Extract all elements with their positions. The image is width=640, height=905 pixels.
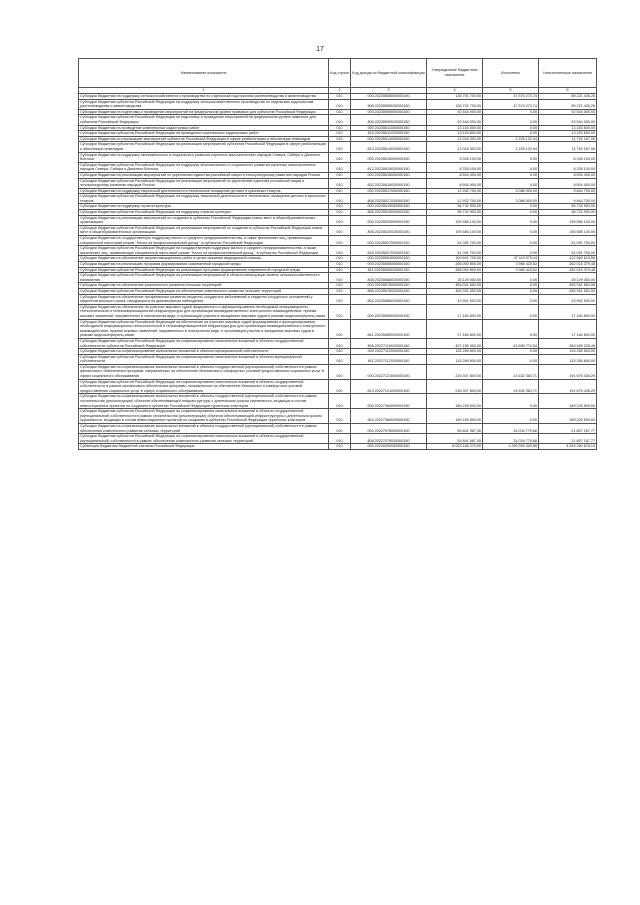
row-done: 0,00 (483, 115, 539, 125)
table-row (79, 162, 597, 172)
row-done: 0,00 (483, 215, 539, 225)
row-line-code: 010 (329, 188, 351, 194)
row-line-code: 010 (329, 94, 351, 100)
row-done: 47 119 075,44 (483, 256, 539, 262)
header-approved: Утвержденные бюджетные назначения (427, 59, 483, 88)
row-kbk: 813 20235514020000150 (351, 142, 427, 152)
row-approved: 13 018 300,00 (427, 142, 483, 152)
row-left: 51 091 700,00 (539, 246, 597, 256)
row-line-code: 010 (329, 204, 351, 210)
row-kbk: 000 20235527000000150 (351, 236, 427, 246)
row-left: 8 335 100,00 (539, 152, 597, 162)
row-approved: 266 000 800,00 (427, 267, 483, 273)
row-done: 43 690 774,54 (483, 338, 539, 348)
row-left: 363 499 225,46 (539, 338, 597, 348)
row-name: Субсидии бюджетам на реализацию программ формирования современной городской среды (79, 262, 329, 268)
row-left: 262 015 379,48 (539, 262, 597, 268)
row-done: 0,00 (483, 172, 539, 178)
row-kbk: 843 20227384020000150 (351, 409, 427, 424)
row-left: 51 091 700,00 (539, 236, 597, 246)
header-row (79, 59, 597, 88)
row-kbk: 000 20227384000000150 (351, 394, 427, 409)
row-name: Субсидии бюджетам субъектов Российской Федерации на поддержку отрасли культуры (79, 210, 329, 216)
row-name: Субсидии бюджетам на реализацию мероприятий субъектов Российской Федерации в сфере реабилитации и абилитации инвалидов (79, 136, 329, 142)
row-approved: 13 153 600,00 (427, 131, 483, 137)
row-kbk: 000 20227121000000150 (351, 364, 427, 379)
row-approved: 216 307 800,00 (427, 364, 483, 379)
row-name: Субвенции бюджетам бюджетной системы Российской Федерации (79, 444, 329, 450)
row-kbk: 000 20235520000000150 (351, 215, 427, 225)
row-approved: 115 289 600,00 (427, 349, 483, 355)
row-left: 115 289 600,00 (539, 349, 597, 355)
row-approved: 8 504 400,00 (427, 172, 483, 178)
row-line-code: 010 (329, 288, 351, 294)
row-approved: 195 585 100,00 (427, 215, 483, 225)
row-kbk: 000 20235554000000150 (351, 256, 427, 262)
row-approved: 51 091 700,00 (427, 236, 483, 246)
row-name: Субсидии бюджетам на софинансирование капитальных вложений в объекты муниципальной собственности (79, 349, 329, 355)
header-number: 5 (483, 88, 539, 94)
row-kbk: 000 20235511000000150 (351, 125, 427, 131)
row-kbk: 818 20235527020000150 (351, 246, 427, 256)
row-line-code: 010 (329, 215, 351, 225)
row-left: 455 931 652,55 (539, 283, 597, 289)
table-body (79, 94, 597, 450)
row-name: Субсидии бюджетам на софинансирование капитальных вложений в объекты государственной (муниципальной) собственности в рамках строительства (реконструкции) объектов обеспечивающей инфраструктуры с длительным сроком окупаемости, входящих в состав инвестиционных проектов по созданию в субъектах Российской Федерации туристских кластеров (79, 394, 329, 409)
row-approved: 115 289 600,00 (427, 354, 483, 364)
row-kbk: 000 20235509000000150 (351, 109, 427, 115)
header-name: Наименование показателя (79, 59, 329, 88)
header-kbk: Код дохода по бюджетной классификации (351, 59, 427, 88)
row-done: 34 034 779,68 (483, 424, 539, 434)
row-name: Субсидии бюджетам на софинансирование капитальных вложений в объекты государственной (муниципальной) собственности в рамках финансового обеспечения программ, направленных на обеспечение безопасных и комфортных условий предоставления социальных услуг в сфере социального обслуживания (79, 364, 329, 379)
row-approved: 55 841 967,45 (427, 424, 483, 434)
row-approved: 189 225 500,00 (427, 394, 483, 409)
row-left: 115 289 600,00 (539, 354, 597, 364)
row-line-code: 010 (329, 256, 351, 262)
table-row (79, 215, 597, 225)
row-line-code: 010 (329, 444, 351, 450)
row-left: 8 504 400,00 (539, 172, 597, 178)
row-line-code: 010 (329, 210, 351, 216)
row-approved: 189 225 500,00 (427, 409, 483, 424)
row-left: 11 792 167,06 (539, 142, 597, 152)
row-approved: 92 544 000,00 (427, 115, 483, 125)
table-row (79, 262, 597, 268)
row-kbk: 000 20235515000000150 (351, 152, 427, 162)
row-done: 0,00 (483, 246, 539, 256)
row-name: Субсидии бюджетам субъектов Российской Федерации на обеспечение комплексного развития сельских территорий (79, 288, 329, 294)
row-line-code: 010 (329, 283, 351, 289)
header-done: Исполнено (483, 59, 539, 88)
table-row (79, 434, 597, 444)
row-left: 96 732 900,00 (539, 204, 597, 210)
row-done: 0,00 (483, 304, 539, 319)
row-left: 189 225 500,00 (539, 409, 597, 424)
row-line-code: 010 (329, 409, 351, 424)
row-line-code: 010 (329, 194, 351, 204)
row-name: Субсидии бюджетам субъектов Российской Федерации на софинансирование капитальных вложений в объекты муниципальной собственности (79, 354, 329, 364)
row-left: 96 732 900,00 (539, 210, 597, 216)
table-row (79, 246, 597, 256)
header-line-code: Код строки (329, 59, 351, 88)
row-kbk: 805 20227110020000150 (351, 338, 427, 348)
row-line-code: 010 (329, 273, 351, 283)
row-done: 3 985 420,52 (483, 267, 539, 273)
row-name: Субсидии бюджетам субъектов Российской Федерации на обеспечение на участках мировых судей формирования и функционирования необходимой информационно-технологической и телекоммуникационной инфраструктуры для организации межведомственного электронного взаимодействия, приема исковых заявлений, направленных в электронном виде, и организации участия в заседаниях мировых судов в режиме видеоконференц-связи (79, 319, 329, 338)
row-done: 0,00 (483, 162, 539, 172)
row-approved: 92 544 000,00 (427, 109, 483, 115)
row-name: Субсидии бюджетам на поддержку творческой деятельности и техническое оснащение детских и кукольных театров (79, 188, 329, 194)
row-left: 9 844 700,00 (539, 188, 597, 194)
row-done: 0,00 (483, 319, 539, 338)
row-left: 13 153 600,00 (539, 125, 597, 131)
row-done: 0,00 (483, 394, 539, 409)
row-kbk: 813 20227121020000150 (351, 379, 427, 394)
row-line-code: 010 (329, 142, 351, 152)
row-approved: 17 184 800,00 (427, 319, 483, 338)
row-done: 0,00 (483, 210, 539, 216)
row-done: 0,00 (483, 125, 539, 131)
row-kbk: 808 20235568020000150 (351, 273, 427, 283)
row-name: Субсидии бюджетам на обеспечение закупки авиационных работ в целях оказания медицинской помощи (79, 256, 329, 262)
header-number: 1 (79, 88, 329, 94)
row-name: Субсидии бюджетам на обеспечение на участках мировых судей федерального и функционирования необходимой информационно-технологической и телекоммуникационной инфраструктуры для организации межведомственного электронного взаимодействия, приема исковых заявлений, направленных в электронном виде, и организации участия в заседаниях мировых судов в режиме видеоконференц-связи (79, 304, 329, 319)
header-left: Неисполненные назначения (539, 59, 597, 88)
budget-table (78, 58, 597, 450)
row-name: Субсидии бюджетам субъектов Российской Федерации на подготовку и проведение мероприятий на федеральном уровне памятных для субъектов Российской Федерации (79, 115, 329, 125)
row-done: 0,00 (483, 131, 539, 137)
row-name: Субсидии бюджетам на поддержку сельскохозяйственного производства по отдельным подотраслям растениеводства и животноводства (79, 94, 329, 100)
table-row (79, 338, 597, 348)
table-row (79, 364, 597, 379)
row-name: Субсидии бюджетам на реализацию мероприятий по созданию в субъектах Российской Федерации новых мест в общеобразовательных организациях (79, 215, 329, 225)
row-line-code: 010 (329, 131, 351, 137)
row-left: 262 015 379,48 (539, 267, 597, 273)
row-line-code: 010 (329, 364, 351, 379)
row-left: 89 221 426,26 (539, 94, 597, 100)
table-row (79, 194, 597, 204)
row-line-code: 010 (329, 225, 351, 235)
row-kbk: 808 20235576020000150 (351, 288, 427, 294)
row-line-code: 010 (329, 354, 351, 364)
row-approved: 6 003 156 270,00 (427, 444, 483, 450)
row-left: 89 221 426,26 (539, 99, 597, 109)
row-approved: 43 901 500,00 (427, 294, 483, 304)
table-row (79, 256, 597, 262)
header-number: 6 (539, 88, 597, 94)
row-done: 1 299 355 320,86 (483, 444, 539, 450)
row-done: 24 632 363,71 (483, 379, 539, 394)
row-done: 0,00 (483, 354, 539, 364)
table-row (79, 444, 597, 450)
row-approved: 455 931 652,55 (427, 283, 483, 289)
row-approved: 195 585 100,00 (427, 225, 483, 235)
table-row (79, 236, 597, 246)
row-approved: 28 129 000,00 (427, 273, 483, 283)
row-kbk: 806 20235519020000150 (351, 210, 427, 216)
table-row (79, 142, 597, 152)
table-row (79, 115, 597, 125)
row-left: 43 901 500,00 (539, 294, 597, 304)
row-approved: 8 504 400,00 (427, 178, 483, 188)
table-row (79, 94, 597, 100)
row-kbk: 811 20235555020000150 (351, 267, 427, 273)
row-approved: 17 184 800,00 (427, 304, 483, 319)
row-line-code: 010 (329, 338, 351, 348)
row-done: 0,00 (483, 236, 539, 246)
row-line-code: 010 (329, 172, 351, 178)
row-done: 24 632 363,71 (483, 364, 539, 379)
row-line-code: 010 (329, 349, 351, 355)
row-done: 47 570 273,74 (483, 94, 539, 100)
row-approved: 51 091 700,00 (427, 246, 483, 256)
table-row (79, 304, 597, 319)
row-done: 3 088 000,00 (483, 194, 539, 204)
row-name: Субсидии бюджетам на подготовку и проведение мероприятий на федеральном уровне правовых для субъектов Российской Федерации (79, 109, 329, 115)
row-kbk: 804 20235586020000150 (351, 294, 427, 304)
row-done: 0,00 (483, 225, 539, 235)
row-line-code: 010 (329, 125, 351, 131)
row-left: 191 675 436,29 (539, 379, 597, 394)
row-kbk: 806 20235517020000150 (351, 194, 427, 204)
row-done: 0,00 (483, 349, 539, 355)
row-line-code: 010 (329, 109, 351, 115)
row-done: 47 570 273,74 (483, 99, 539, 109)
row-kbk: 000 20235514000000150 (351, 136, 427, 142)
row-left: 195 585 100,00 (539, 215, 597, 225)
row-left: 13 153 600,00 (539, 131, 597, 137)
row-approved: 13 153 600,00 (427, 125, 483, 131)
row-name: Субсидии бюджетам субъектов Российской Федерации на государственную поддержку малого и среднего предпринимательства, а также физических лиц, применяющих специальный налоговый режим "Налог на профессиональный доход", в субъектах Российской Федерации (79, 246, 329, 256)
row-name: Субсидии бюджетам на проведение комплексных кадастровых работ (79, 125, 329, 131)
row-done: 0,00 (483, 204, 539, 210)
row-left: 455 931 652,55 (539, 288, 597, 294)
row-name: Субсидии бюджетам субъектов Российской Федерации на реализацию мероприятий по укреплению единства российской нации и этнокультурному развитию народов России (79, 178, 329, 188)
row-approved: 96 732 900,00 (427, 210, 483, 216)
table-row (79, 409, 597, 424)
row-left: 189 225 500,00 (539, 394, 597, 409)
row-kbk: 812 20235515020000150 (351, 162, 427, 172)
row-approved: 96 732 900,00 (427, 204, 483, 210)
row-kbk: 000 20235519000000150 (351, 204, 427, 210)
row-line-code: 010 (329, 236, 351, 246)
row-kbk: 806 20235520020000150 (351, 225, 427, 235)
table-row (79, 225, 597, 235)
row-done: 0,00 (483, 109, 539, 115)
header-number: 2 (329, 88, 351, 94)
row-approved: 12 932 700,00 (427, 188, 483, 194)
row-kbk: 808 20227576020000150 (351, 434, 427, 444)
row-done: 34 034 779,68 (483, 434, 539, 444)
row-approved: 55 841 967,45 (427, 434, 483, 444)
row-done: 0,00 (483, 294, 539, 304)
row-left: 8 504 400,00 (539, 178, 597, 188)
row-left: 28 129 000,00 (539, 273, 597, 283)
table-row (79, 294, 597, 304)
row-left: 92 544 000,00 (539, 115, 597, 125)
row-approved: 407 190 000,00 (427, 338, 483, 348)
row-name: Субсидии бюджетам субъектов Российской Федерации на софинансирование капитальных вложений в объекты государственной собственности субъектов Российской Федерации (79, 338, 329, 348)
row-kbk: 000 20235555000000150 (351, 262, 427, 268)
row-approved: 136 791 700,00 (427, 99, 483, 109)
row-left: 8 335 100,00 (539, 162, 597, 172)
row-kbk: 000 20230000000000150 (351, 444, 427, 450)
row-left: 92 544 000,00 (539, 109, 597, 115)
table-row (79, 178, 597, 188)
row-line-code: 010 (329, 115, 351, 125)
row-done: 0,00 (483, 178, 539, 188)
row-name: Субсидии бюджетам на государственную поддержку малого и среднего предпринимательства, а также физических лиц, применяющих специальный налоговый режим "Налог на профессиональный доход", в субъектах Российской Федерации (79, 236, 329, 246)
row-line-code: 010 (329, 304, 351, 319)
row-done: 1 226 132,94 (483, 142, 539, 152)
row-done: 0,00 (483, 288, 539, 294)
table-row (79, 319, 597, 338)
row-line-code: 010 (329, 152, 351, 162)
row-line-code: 010 (329, 246, 351, 256)
row-name: Субсидии бюджетам на поддержку отрасли культуры (79, 204, 329, 210)
row-kbk: 820 20235516020000150 (351, 178, 427, 188)
table-row (79, 354, 597, 364)
row-kbk: 000 20235589000000150 (351, 304, 427, 319)
table-row (79, 152, 597, 162)
row-done: 0,00 (483, 152, 539, 162)
row-approved: 8 335 100,00 (427, 162, 483, 172)
row-kbk: 000 20235576000000150 (351, 283, 427, 289)
row-done: 3 985 420,52 (483, 262, 539, 268)
table-row (79, 267, 597, 273)
row-name: Субсидии бюджетам на реализацию мероприятий по укреплению единства российской нации и этнокультурному развитию народов России (79, 172, 329, 178)
row-name: Субсидии бюджетам на обеспечение комплексного развития сельских территорий (79, 283, 329, 289)
row-line-code: 010 (329, 178, 351, 188)
row-name: Субсидии бюджетам субъектов Российской Федерации на софинансирование капитальных вложений в объекты государственной (муниципальной) собственности в рамках обеспечения комплексного развития сельских территорий (79, 434, 329, 444)
row-approved: 455 931 652,55 (427, 288, 483, 294)
header-number: 3 (351, 88, 427, 94)
row-line-code: 010 (329, 99, 351, 109)
row-left: 9 844 700,00 (539, 194, 597, 204)
row-name: Субсидии бюджетам субъектов Российской Федерации на софинансирование капитальных вложений в объекты государственной (муниципальной) собственности в рамках строительства (реконструкции) объектов обеспечивающей инфраструктуры с длительным сроком окупаемости, входящих в состав инвестиционных проектов по созданию в субъектах Российской Федерации туристских кластеров (79, 409, 329, 424)
row-line-code: 010 (329, 267, 351, 273)
row-done: 0,00 (483, 409, 539, 424)
table-row (79, 99, 597, 109)
row-kbk: 000 20227576000000150 (351, 424, 427, 434)
row-kbk: 908 20235508020000150 (351, 99, 427, 109)
row-kbk: 000 20235517000000150 (351, 188, 427, 194)
table-row (79, 136, 597, 142)
row-name: Субсидии бюджетам субъектов Российской Федерации на проведение комплексных кадастровых работ (79, 131, 329, 137)
row-kbk: 000 20235516000000150 (351, 172, 427, 178)
table-row (79, 188, 597, 194)
row-left: 4 639 260 678,14 (539, 444, 597, 450)
row-kbk: 806 20235509020000150 (351, 115, 427, 125)
row-name: Субсидии бюджетам на софинансирование капитальных вложений в объекты государственной (муниципальной) собственности в рамках обеспечения комплексного развития сельских территорий (79, 424, 329, 434)
row-name: Субсидии бюджетам субъектов Российской Федерации на поддержку творческой деятельности и техническое оснащение детских и кукольных театров (79, 194, 329, 204)
row-name: Субсидии бюджетам субъектов Российской Федерации на софинансирование капитальных вложений в объекты государственной собственности в рамках финансового обеспечения программ, направленных на обеспечение безопасных и комфортных условий предоставления социальных услуг в сфере социального обслуживания (79, 379, 329, 394)
row-line-code: 010 (329, 379, 351, 394)
row-left: 195 585 100,00 (539, 225, 597, 235)
table-row (79, 394, 597, 409)
row-approved: 216 307 800,00 (427, 379, 483, 394)
row-done: 3 088 000,00 (483, 188, 539, 194)
row-left: 191 675 436,29 (539, 364, 597, 379)
table-row (79, 273, 597, 283)
row-name: Субсидии бюджетам субъектов Российской Федерации на реализацию мероприятий субъектов Российской Федерации в сфере реабилитации и абилитации инвалидов (79, 142, 329, 152)
row-approved: 136 791 700,00 (427, 94, 483, 100)
row-kbk: 815 20235511020000150 (351, 131, 427, 137)
row-done: 0,00 (483, 283, 539, 289)
row-name: Субсидии бюджетам субъектов Российской Федерации на поддержку сельскохозяйственного производства по отдельным подотраслям растениеводства и животноводства (79, 99, 329, 109)
row-line-code: 010 (329, 434, 351, 444)
row-done: 1 226 132,94 (483, 136, 539, 142)
row-line-code: 010 (329, 136, 351, 142)
row-kbk: 811 20227112020000150 (351, 354, 427, 364)
row-line-code: 010 (329, 394, 351, 409)
row-left: 21 807 187,77 (539, 424, 597, 434)
row-left: 17 184 800,00 (539, 304, 597, 319)
row-name: Субсидии бюджетам на обеспечение профилактики развития сердечно-сосудистых заболеваний и сердечно-сосудистых осложнений у пациентов высокого риска, находящихся на диспансерном наблюдении (79, 294, 329, 304)
row-name: Субсидии бюджетам субъектов Российской Федерации на поддержку экономического и социального развития коренных малочисленных народов Севера, Сибири и Дальнего Востока (79, 162, 329, 172)
row-kbk: 000 20235508000000150 (351, 94, 427, 100)
row-name: Субсидии бюджетам на поддержку экономического и социального развития коренных малочисленных народов Севера, Сибири и Дальнего Востока (79, 152, 329, 162)
row-name: Субсидии бюджетам субъектов Российской Федерации на реализацию программ формирования современной городской среды (79, 267, 329, 273)
row-name: Субсидии бюджетам субъектов Российской Федерации на реализацию мероприятий в области мелиорации земель сельскохозяйственного назначения (79, 273, 329, 283)
page-number: 17 (316, 46, 324, 53)
row-left: 11 792 167,06 (539, 136, 597, 142)
row-line-code: 010 (329, 424, 351, 434)
row-line-code: 010 (329, 262, 351, 268)
row-line-code: 010 (329, 319, 351, 338)
row-line-code: 010 (329, 162, 351, 172)
row-left: 122 582 624,56 (539, 256, 597, 262)
row-approved: 266 000 800,00 (427, 262, 483, 268)
row-approved: 169 601 700,00 (427, 256, 483, 262)
row-line-code: 010 (329, 294, 351, 304)
row-approved: 8 335 100,00 (427, 152, 483, 162)
row-done: 0,00 (483, 273, 539, 283)
row-kbk: 000 20227112000000150 (351, 349, 427, 355)
row-approved: 12 932 700,00 (427, 194, 483, 204)
row-left: 17 184 800,00 (539, 319, 597, 338)
table-row (79, 379, 597, 394)
row-name: Субсидии бюджетам субъектов Российской Федерации на реализацию мероприятий по созданию в субъектах Российской Федерации новых мест в общеобразовательных организациях (79, 225, 329, 235)
row-kbk: 841 20235589020000150 (351, 319, 427, 338)
row-approved: 13 018 300,00 (427, 136, 483, 142)
header-number: 4 (427, 88, 483, 94)
row-left: 21 807 187,77 (539, 434, 597, 444)
table-row (79, 424, 597, 434)
